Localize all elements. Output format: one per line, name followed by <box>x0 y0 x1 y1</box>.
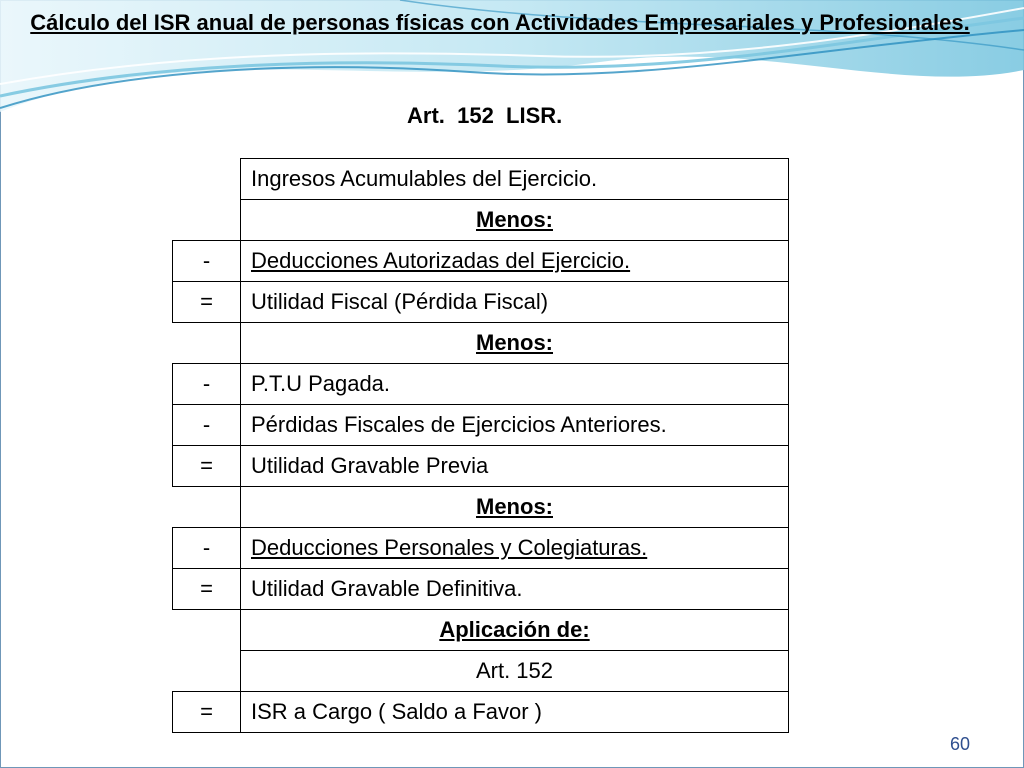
table-row <box>173 692 789 733</box>
isr-calculation-table <box>172 158 789 733</box>
symbol-cell <box>173 159 241 241</box>
concept-cell: P.T.U Pagada. <box>241 364 789 405</box>
symbol-cell <box>173 323 241 364</box>
section-header-cell: Aplicación de: <box>241 610 789 651</box>
concept-cell: Utilidad Gravable Definitiva. <box>241 569 789 610</box>
symbol-cell: - <box>173 364 241 405</box>
table-row <box>173 487 789 528</box>
table-row <box>173 200 789 241</box>
symbol-cell: = <box>173 692 241 733</box>
table-row <box>173 241 789 282</box>
table-row <box>173 528 789 569</box>
table-row <box>173 323 789 364</box>
table-row <box>173 405 789 446</box>
symbol-cell: = <box>173 282 241 323</box>
concept-cell: Deducciones Autorizadas del Ejercicio. <box>241 241 789 282</box>
concept-cell: Pérdidas Fiscales de Ejercicios Anteriores. <box>241 405 789 446</box>
table-row <box>173 282 789 323</box>
table-row <box>173 651 789 692</box>
symbol-cell <box>173 610 241 692</box>
concept-cell: Deducciones Personales y Colegiaturas. <box>241 528 789 569</box>
concept-cell: Utilidad Fiscal (Pérdida Fiscal) <box>241 282 789 323</box>
section-header-cell: Menos: <box>241 487 789 528</box>
concept-cell: Utilidad Gravable Previa <box>241 446 789 487</box>
symbol-cell <box>173 487 241 528</box>
section-header-cell: Menos: <box>241 200 789 241</box>
concept-cell: Ingresos Acumulables del Ejercicio. <box>241 159 789 200</box>
slide-subtitle: Art. 152 LISR. <box>407 103 563 128</box>
table-row <box>173 610 789 651</box>
symbol-cell: - <box>173 405 241 446</box>
symbol-cell: - <box>173 241 241 282</box>
symbol-cell: = <box>173 569 241 610</box>
page-number: 60 <box>950 734 971 754</box>
symbol-cell: - <box>173 528 241 569</box>
table-row <box>173 364 789 405</box>
table-row <box>173 446 789 487</box>
article-cell: Art. 152 <box>241 651 789 692</box>
section-header-cell: Menos: <box>241 323 789 364</box>
symbol-cell: = <box>173 446 241 487</box>
slide-title: Cálculo del ISR anual de personas físicas con Actividades Empresariales y Profesionales. <box>30 10 970 35</box>
table-row <box>173 159 789 200</box>
concept-cell: ISR a Cargo ( Saldo a Favor ) <box>241 692 789 733</box>
table-row <box>173 569 789 610</box>
